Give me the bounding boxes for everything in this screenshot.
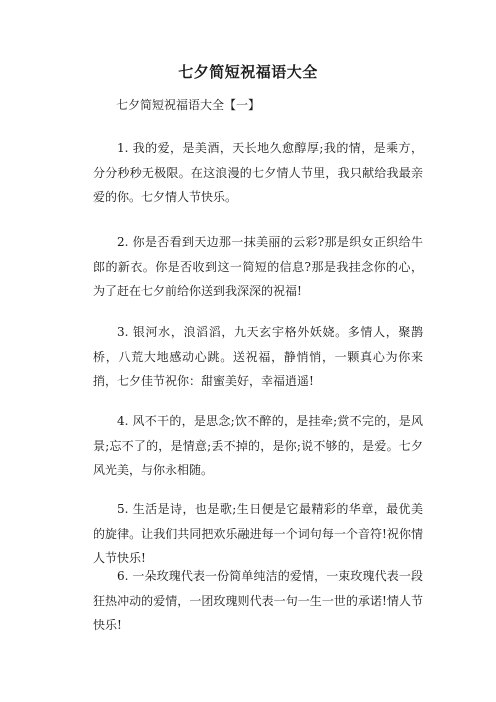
paragraph-3: 3. 银河水，浪滔滔，九天玄宇格外妖娆。多情人，聚鹊桥，八荒大地感动心跳。送祝福，静悄悄，一颗真心为你来捎，七夕佳节祝你：甜蜜美好，幸福逍遥! [93,325,423,388]
section-heading: 七夕简短祝福语大全【一】 [116,98,261,112]
paragraph-4: 4. 风不干的，是思念;饮不醉的，是挂牵;赏不完的，是风景;忘不了的，是情意;丢不掉的，是你;说不够的，是爱。七夕风光美，与你永相随。 [93,414,423,477]
paragraph-5: 5. 生活是诗，也是歌;生日便是它最精彩的华章，最优美的旋律。让我们共同把欢乐融进每一个词句每一个音符!祝你情人节快乐! [93,502,423,565]
paragraph-1: 1. 我的爱，是美酒，天长地久愈醇厚;我的情，是乘方，分分秒秒无极限。在这浪漫的七夕情人节里，我只献给我最亲爱的你。七夕情人节快乐。 [93,141,423,204]
document-title: 七夕简短祝福语大全 [178,63,318,81]
paragraph-6: 6. 一朵玫瑰代表一份简单纯洁的爱情，一束玫瑰代表一段狂热冲动的爱情，一团玫瑰则代表一句一生一世的承诺!情人节快乐! [93,569,423,632]
paragraph-2: 2. 你是否看到天边那一抹美丽的云彩?那是织女正织给牛郎的新衣。你是否收到这一简短的信息?那是我挂念你的心，为了赶在七夕前给你送到我深深的祝福! [93,235,423,298]
